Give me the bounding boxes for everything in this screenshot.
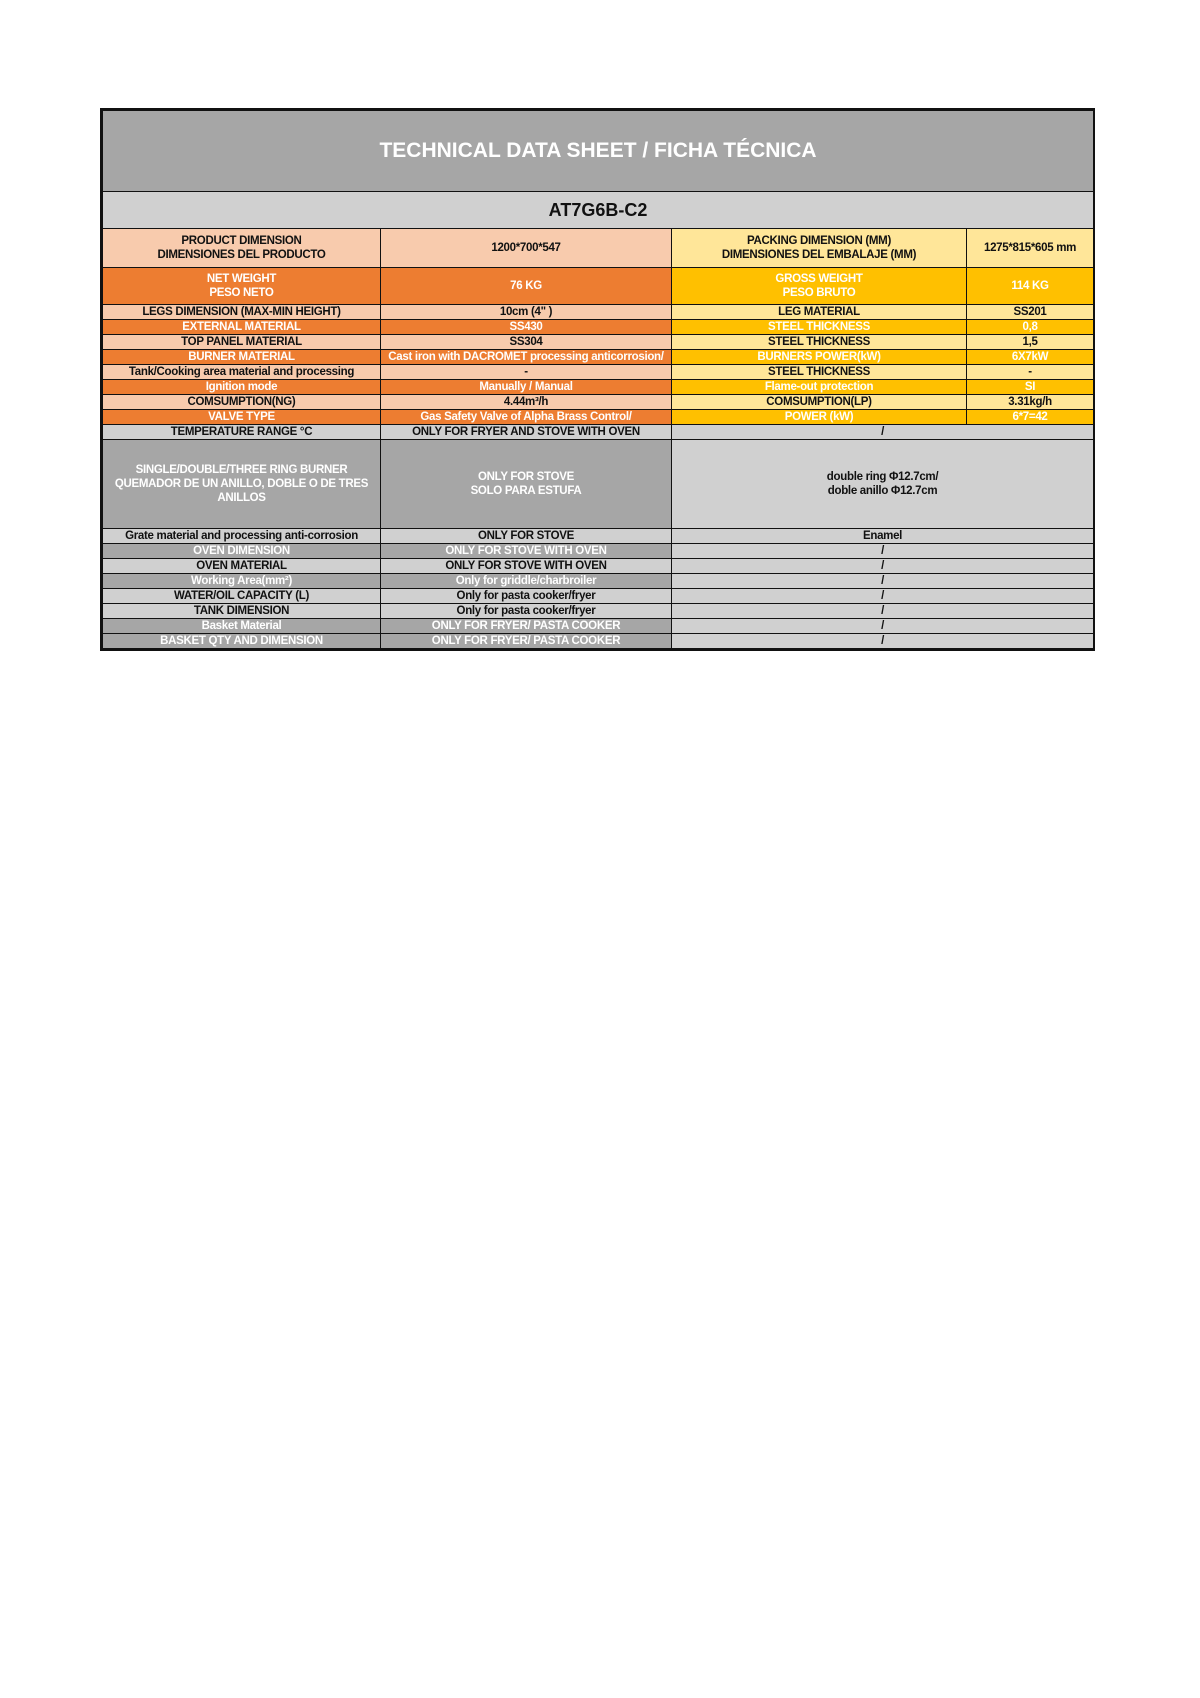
oven-dimension-value: ONLY FOR STOVE WITH OVEN	[381, 544, 672, 559]
technical-data-sheet	[100, 108, 1095, 651]
working-area-value: Only for griddle/charbroiler	[381, 574, 672, 589]
working-area-detail: /	[672, 574, 1094, 589]
ignition-mode-value: Manually / Manual	[381, 380, 672, 395]
tank-dimension-detail: /	[672, 604, 1094, 619]
packing-dimension-label: PACKING DIMENSION (MM) DIMENSIONES DEL EMBALAJE (MM)	[672, 229, 967, 268]
external-material-value: SS430	[381, 320, 672, 335]
model-number: AT7G6B-C2	[103, 192, 1094, 229]
capacity-label: WATER/OIL CAPACITY (L)	[103, 589, 381, 604]
top-panel-material-label: TOP PANEL MATERIAL	[103, 335, 381, 350]
steel-thickness-value: 0,8	[967, 320, 1094, 335]
table-row	[103, 559, 1094, 574]
consumption-ng-value: 4.44m³/h	[381, 395, 672, 410]
leg-material-label: LEG MATERIAL	[672, 305, 967, 320]
table-row	[103, 425, 1094, 440]
top-panel-thickness-label: STEEL THICKNESS	[672, 335, 967, 350]
packing-dimension-value: 1275*815*605 mm	[967, 229, 1094, 268]
tank-material-label: Tank/Cooking area material and processing	[103, 365, 381, 380]
tank-dimension-value: Only for pasta cooker/fryer	[381, 604, 672, 619]
ring-burner-detail: double ring Φ12.7cm/ doble anillo Φ12.7cm	[672, 440, 1094, 529]
grate-material-value: ONLY FOR STOVE	[381, 529, 672, 544]
gross-weight-value: 114 KG	[967, 268, 1094, 305]
ignition-mode-label: Ignition mode	[103, 380, 381, 395]
gross-weight-label: GROSS WEIGHT PESO BRUTO	[672, 268, 967, 305]
table-row	[103, 619, 1094, 634]
grate-material-detail: Enamel	[672, 529, 1094, 544]
basket-qty-detail: /	[672, 634, 1094, 649]
capacity-detail: /	[672, 589, 1094, 604]
tank-dimension-label: TANK DIMENSION	[103, 604, 381, 619]
spec-table	[102, 110, 1094, 649]
basket-qty-label: BASKET QTY AND DIMENSION	[103, 634, 381, 649]
flame-out-protection-value: SI	[967, 380, 1094, 395]
oven-dimension-detail: /	[672, 544, 1094, 559]
capacity-value: Only for pasta cooker/fryer	[381, 589, 672, 604]
power-label: POWER (kW)	[672, 410, 967, 425]
ring-burner-label: SINGLE/DOUBLE/THREE RING BURNER QUEMADOR DE UN ANILLO, DOBLE O DE TRES ANILLOS	[103, 440, 381, 529]
working-area-label: Working Area(mm²)	[103, 574, 381, 589]
table-row	[103, 365, 1094, 380]
flame-out-protection-label: Flame-out protection	[672, 380, 967, 395]
burner-material-value: Cast iron with DACROMET processing anticorrosion/	[381, 350, 672, 365]
basket-qty-value: ONLY FOR FRYER/ PASTA COOKER	[381, 634, 672, 649]
table-row	[103, 268, 1094, 305]
net-weight-label: NET WEIGHT PESO NETO	[103, 268, 381, 305]
basket-material-detail: /	[672, 619, 1094, 634]
burners-power-label: BURNERS POWER(kW)	[672, 350, 967, 365]
tank-material-value: -	[381, 365, 672, 380]
tank-thickness-label: STEEL THICKNESS	[672, 365, 967, 380]
product-dimension-value: 1200*700*547	[381, 229, 672, 268]
table-row	[103, 229, 1094, 268]
table-row	[103, 604, 1094, 619]
table-row	[103, 395, 1094, 410]
valve-type-value: Gas Safety Valve of Alpha Brass Control/	[381, 410, 672, 425]
product-dimension-label: PRODUCT DIMENSION DIMENSIONES DEL PRODUCTO	[103, 229, 381, 268]
table-row	[103, 574, 1094, 589]
top-panel-thickness-value: 1,5	[967, 335, 1094, 350]
temperature-range-detail: /	[672, 425, 1094, 440]
table-row	[103, 634, 1094, 649]
net-weight-value: 76 KG	[381, 268, 672, 305]
table-row	[103, 440, 1094, 529]
table-row	[103, 589, 1094, 604]
table-row	[103, 410, 1094, 425]
consumption-lp-value: 3.31kg/h	[967, 395, 1094, 410]
consumption-ng-label: COMSUMPTION(NG)	[103, 395, 381, 410]
temperature-range-label: TEMPERATURE RANGE °C	[103, 425, 381, 440]
sheet-title: TECHNICAL DATA SHEET / FICHA TÉCNICA	[103, 111, 1094, 192]
burner-material-label: BURNER MATERIAL	[103, 350, 381, 365]
oven-material-detail: /	[672, 559, 1094, 574]
table-row	[103, 350, 1094, 365]
legs-dimension-value: 10cm (4" )	[381, 305, 672, 320]
steel-thickness-label: STEEL THICKNESS	[672, 320, 967, 335]
valve-type-label: VALVE TYPE	[103, 410, 381, 425]
basket-material-value: ONLY FOR FRYER/ PASTA COOKER	[381, 619, 672, 634]
table-row	[103, 305, 1094, 320]
oven-material-label: OVEN MATERIAL	[103, 559, 381, 574]
basket-material-label: Basket Material	[103, 619, 381, 634]
temperature-range-value: ONLY FOR FRYER AND STOVE WITH OVEN	[381, 425, 672, 440]
tank-thickness-value: -	[967, 365, 1094, 380]
table-row	[103, 335, 1094, 350]
table-row	[103, 380, 1094, 395]
burners-power-value: 6X7kW	[967, 350, 1094, 365]
grate-material-label: Grate material and processing anti-corrosion	[103, 529, 381, 544]
table-row	[103, 529, 1094, 544]
oven-dimension-label: OVEN DIMENSION	[103, 544, 381, 559]
table-row	[103, 544, 1094, 559]
top-panel-material-value: SS304	[381, 335, 672, 350]
legs-dimension-label: LEGS DIMENSION (MAX-MIN HEIGHT)	[103, 305, 381, 320]
ring-burner-value: ONLY FOR STOVE SOLO PARA ESTUFA	[381, 440, 672, 529]
table-row	[103, 320, 1094, 335]
leg-material-value: SS201	[967, 305, 1094, 320]
power-value: 6*7=42	[967, 410, 1094, 425]
oven-material-value: ONLY FOR STOVE WITH OVEN	[381, 559, 672, 574]
external-material-label: EXTERNAL MATERIAL	[103, 320, 381, 335]
consumption-lp-label: COMSUMPTION(LP)	[672, 395, 967, 410]
